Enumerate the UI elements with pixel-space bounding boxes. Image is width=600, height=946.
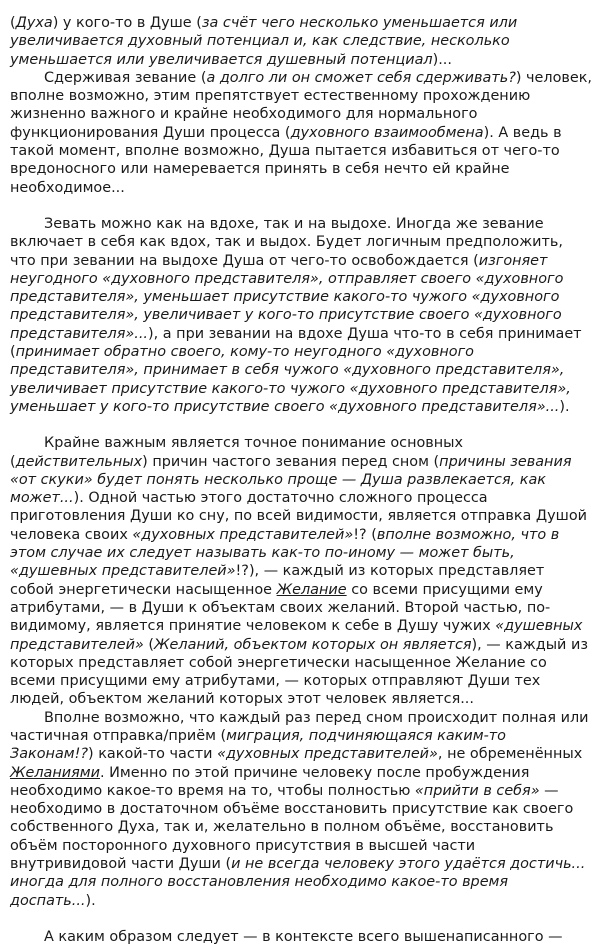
paragraph [10, 69, 592, 197]
italic-text: а долго ли он сможет себя сдерживать? [206, 69, 516, 86]
italic-text: «душевных представителей» [10, 618, 583, 653]
text-run: — необходимо в достаточном объёме восстановить присутствие как своего собственного Духа, так и, желательно в полном объёме, восстановить объём посторонного духовного присутствия в высшей части внутривидовой части Души ( [10, 782, 574, 873]
text-run: ). А ведь в такой момент, вполне возможно, Душа пытается избавиться от чего-то вредоносного или намеревается принять в себя нечто ей крайне необходимое... [10, 124, 562, 196]
text-run: ), а при зевании на вдохе Душа что-то в себя принимает ( [10, 325, 582, 361]
italic-text: за счёт чего несколько уменьшается или увеличивается духовный потенциал и, как следствие, несколько уменьшается или увеличивается душевный потенциал [10, 15, 518, 68]
paragraph [10, 709, 592, 910]
paragraph [10, 14, 592, 69]
text-run: Зевать можно как на вдохе, так и на выдохе. Иногда же зевание включает в себя как вдох, так и выдох. Будет логичным предположить, что при зевании на выдохе Душа от чего-то освобождается ( [10, 215, 563, 269]
text-run: )... [432, 51, 452, 68]
italic-text: изгоняет неугодного «духовного представителя», отправляет своего «духовного представителя», уменьшает присутствие какого-то чужого «духовного представителя», увеличивает у кого-то присутствие своего «духовного представителя»... [10, 252, 564, 342]
italic-text: Желаниями [10, 764, 100, 781]
text-run: !? ( [353, 526, 377, 543]
italic-text: миграция, подчиняющаяся каким-то Законам!? [10, 727, 506, 763]
italic-text: духовного взаимообмена [290, 124, 484, 141]
text-run: Вполне возможно, что каждый раз перед сном происходит полная или частичная отправка/приём ( [10, 709, 589, 744]
text-run: Крайне важным является точное понимание основных ( [10, 435, 464, 470]
italic-text: принимает обратно своего, кому-то неугодного «духовного представителя», принимает в себя чужого «духовного представителя», увеличивает присутствие какого-то чужого «духовного представителя», уменьшает у кого-то присутствие своего «духовного представителя»... [10, 344, 571, 415]
text-run: ( [143, 636, 155, 653]
text-run: ) у кого-то в Душе ( [52, 15, 202, 31]
text-run: ), — каждый из которых представляет собой энергетически насыщенное Желание со всеми присущими ему атрибутами, — которых отправляют Души тех людей, объектом желаний которых этот человек является... [10, 636, 588, 708]
text-run: А каким образом следует — в контексте всего вышенаписанного — [44, 928, 563, 945]
italic-text: действительных [15, 453, 143, 470]
text-run: . Именно по этой причине человеку после пробуждения необходимо какое-то время на то, чтобы полностью [10, 764, 530, 799]
paragraph [10, 928, 592, 946]
italic-text: Духа [15, 15, 53, 31]
text-run: ). [559, 398, 570, 415]
text-run: ( [10, 15, 16, 31]
italic-text: вполне возможно, что в этом случае их следует называть как-то по-иному — может быть, «душевных представителей» [10, 526, 560, 580]
text-run: ). Одной частью этого достаточно сложного процесса приготовления Души ко сну, по всей видимости, является отправка Душой человека своих [10, 490, 588, 543]
text-run: ). [85, 892, 96, 909]
text-run: !?), — каждый из которых представляет собой энергетически насыщенное [10, 563, 545, 598]
italic-text: Желаний, объектом которых он является [154, 636, 472, 653]
italic-text: Желание [276, 581, 347, 598]
text-run: Сдерживая зевание ( [44, 69, 207, 86]
text-run: ) человек, вполне возможно, этим препятствует естественному прохождению жизненно важного и крайне необходимого для нормального функционирования Души процесса ( [10, 69, 592, 141]
italic-text: причины зевания «от скуки» будет понять несколько проще — Душа развлекается, как может... [10, 453, 572, 507]
italic-text: и не всегда человеку этого удаётся достичь... иногда для полного восстановления необходимо какое-то время доспать... [10, 856, 586, 909]
text-run: ) причин частого зевания перед сном ( [142, 453, 440, 470]
italic-text: «прийти в себя» [414, 782, 540, 799]
text-run: ) какой-то части [88, 746, 218, 763]
paragraph [10, 215, 592, 416]
italic-text: «духовных представителей» [132, 526, 354, 543]
text-run: , не обременённых [437, 746, 583, 763]
italic-text: «духовных представителей» [217, 746, 438, 763]
paragraph [10, 434, 592, 708]
text-run: со всеми присущими ему атрибутами, — в Души к объектам своих желаний. Второй частью, по-видимому, является принятие человеком к себе в Душу чужих [10, 581, 551, 635]
